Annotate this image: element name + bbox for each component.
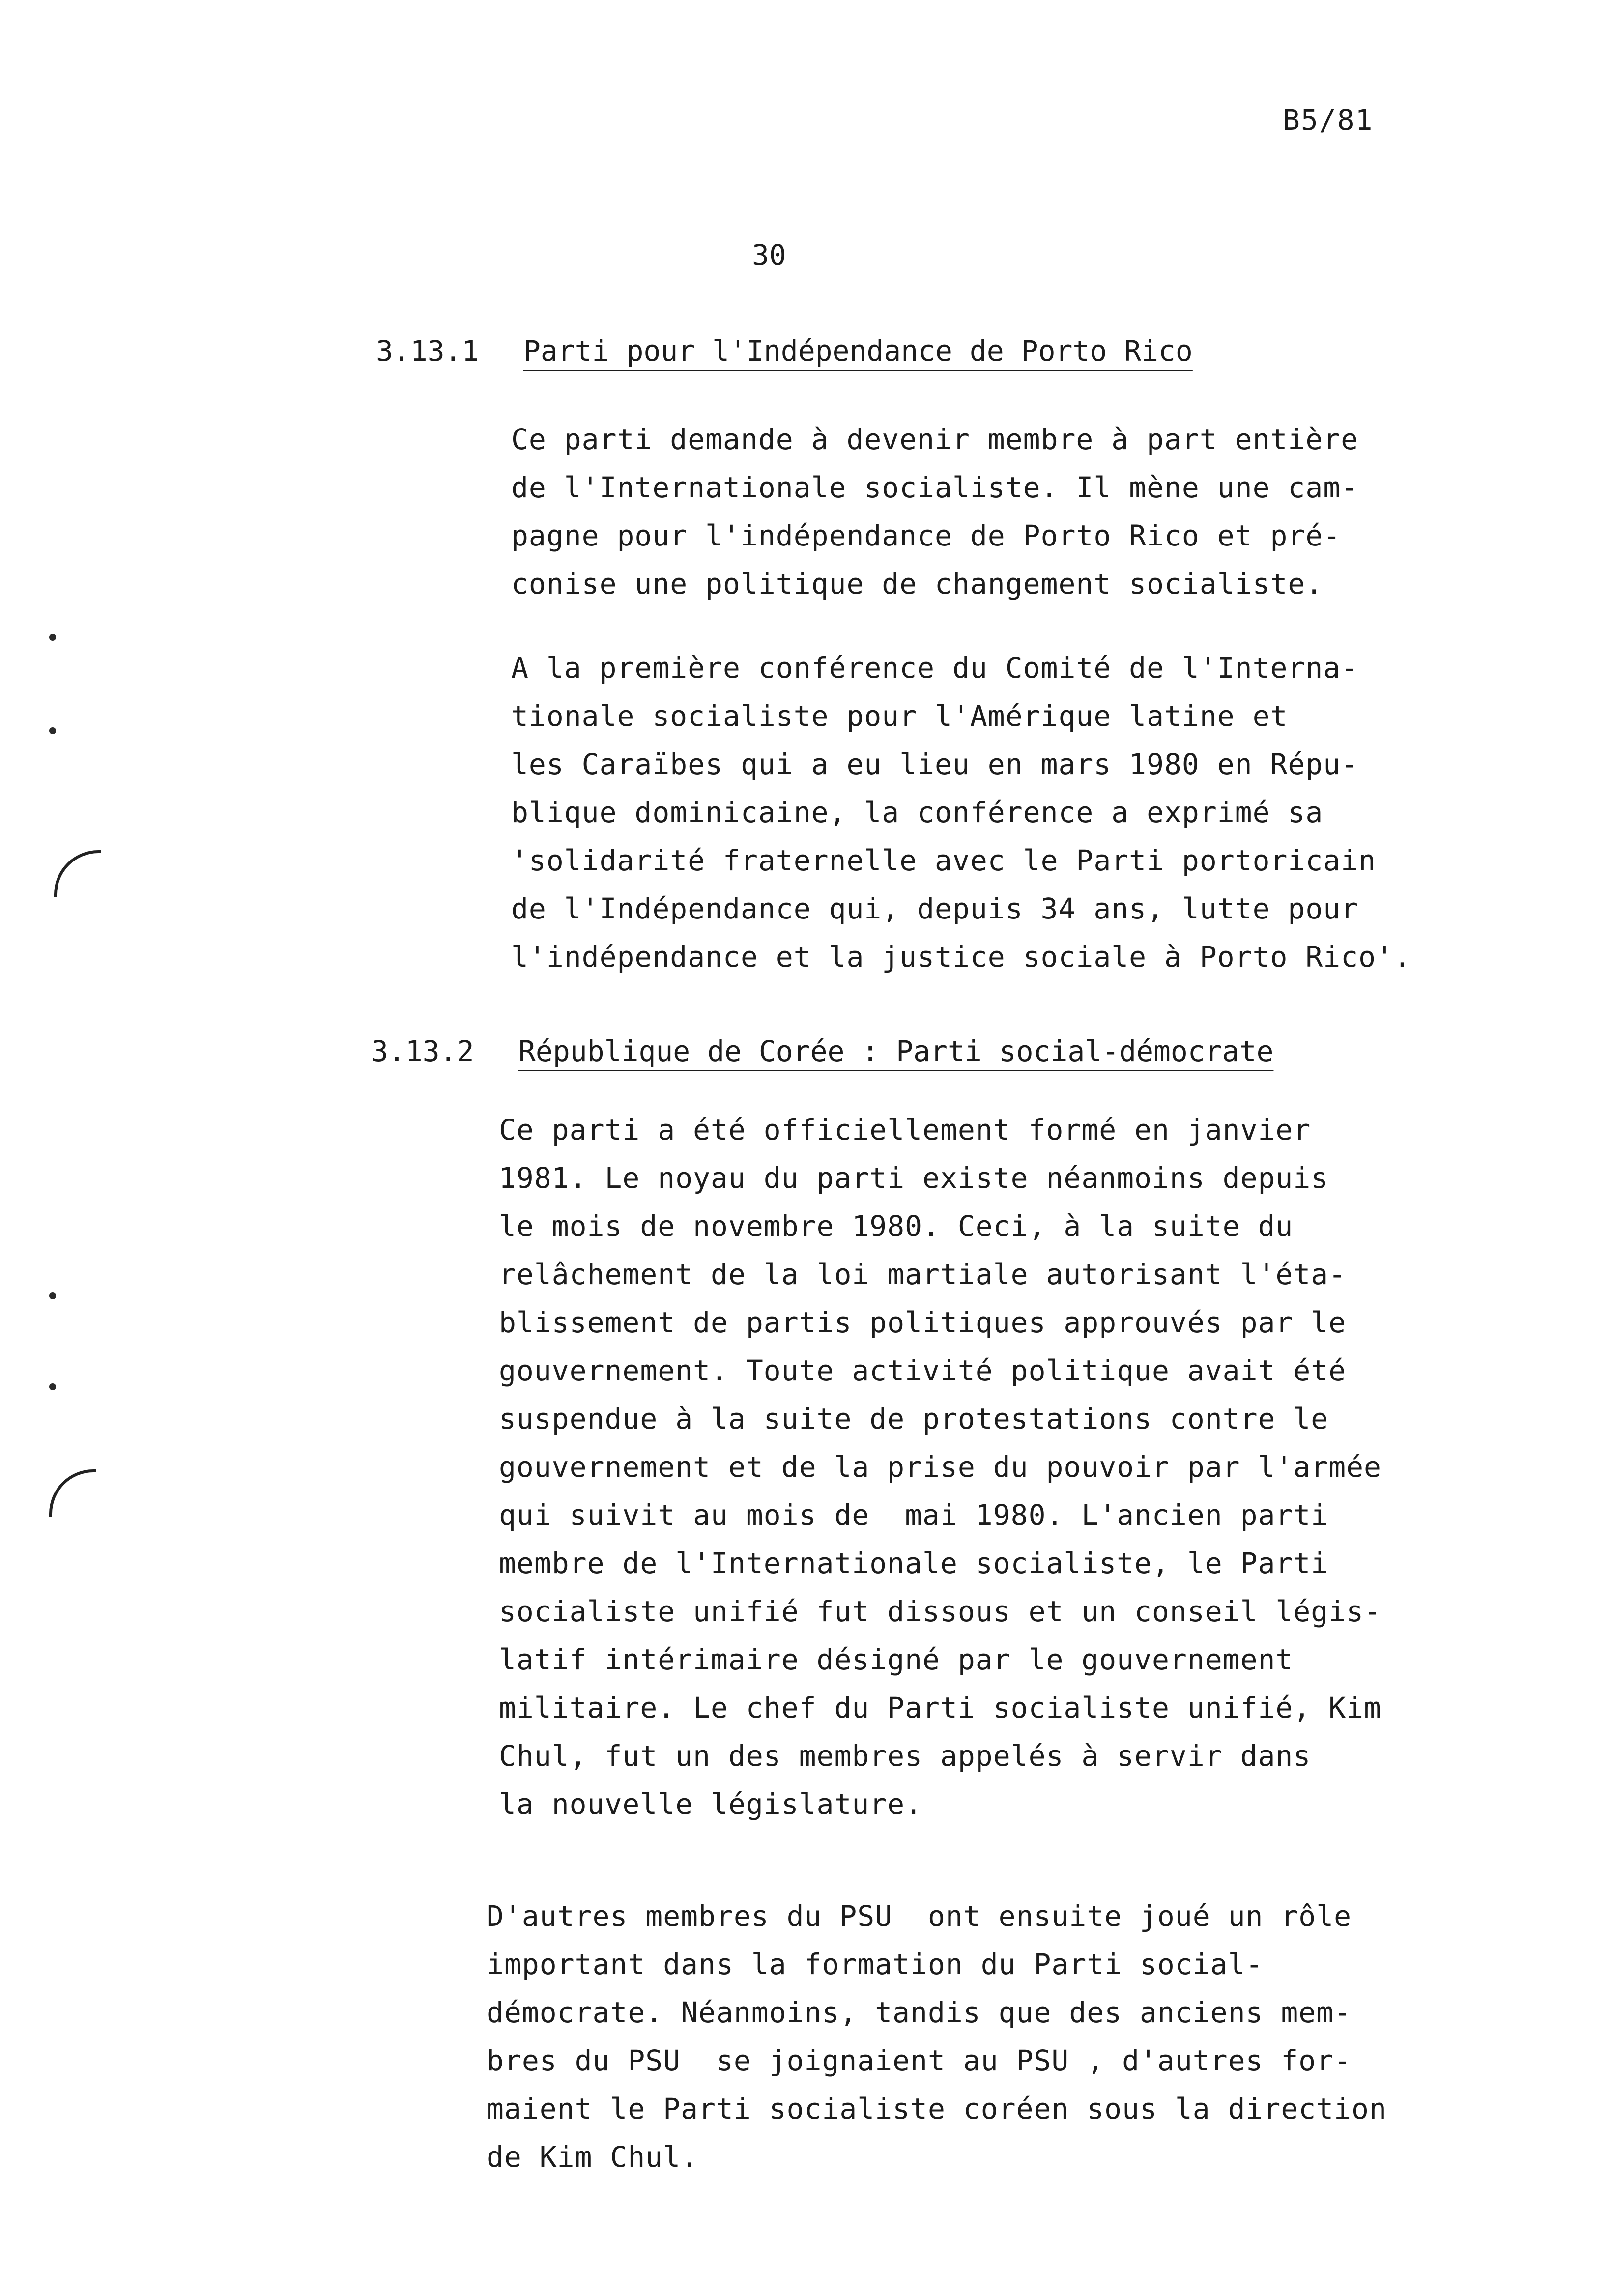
section-heading-3-13-1 (376, 334, 1193, 368)
section-number: 3.13.2 (371, 1034, 474, 1068)
paragraph: D'autres membres du PSU ont ensuite joué un rôle important dans la formation du Parti social- démocrate. Néanmoins, tandis que des anciens mem- bres du PSU se joignaient au PSU , d'autres for- maient le Parti socialiste coréen sous la direction de Kim Chul. (487, 1899, 1387, 2174)
paragraph: A la première conférence du Comité de l'Interna- tionale socialiste pour l'Amérique latine et les Caraïbes qui a eu lieu en mars 1980 en Répu- blique dominicaine, la conférence a exprimé sa 'solidarité fraternelle avec le Parti portoricain de l'Indépendance qui, depuis 34 ans, lutte pour l'indépendance et la justice sociale à Porto Rico'. (511, 651, 1411, 974)
section-heading-3-13-2 (371, 1034, 1273, 1068)
section-title: Parti pour l'Indépendance de Porto Rico (523, 334, 1193, 368)
margin-dot-mark (49, 727, 56, 734)
binder-curve-mark (49, 1469, 96, 1517)
margin-dot-mark (49, 634, 56, 641)
document-reference: B5/81 (1283, 103, 1374, 137)
page-number: 30 (752, 238, 786, 272)
paragraph: Ce parti a été officiellement formé en janvier 1981. Le noyau du parti existe néanmoins depuis le mois de novembre 1980. Ceci, à la suite du relâchement de la loi martiale autorisant l'éta- blissement de partis politiques approuvés par le gouvernement. Toute activité politique avait été suspendue à la suite de protestations contre le gouvernement et de la prise du pouvoir par l'armée qui suivit au mois de mai 1980. L'ancien parti membre de l'Internationale socialiste, le Parti socialiste unifié fut dissous et un conseil légis- latif intérimaire désigné par le gouvernement militaire. Le chef du Parti socialiste unifié, Kim Chul, fut un des membres appelés à servir dans la nouvelle législature. (499, 1113, 1382, 1821)
margin-dot-mark (49, 1292, 56, 1299)
margin-dot-mark (49, 1383, 56, 1390)
section-number: 3.13.1 (376, 334, 479, 368)
paragraph: Ce parti demande à devenir membre à part entière de l'Internationale socialiste. Il mène une cam- pagne pour l'indépendance de Porto Rico et pré- conise une politique de changement socialiste. (511, 423, 1359, 601)
binder-curve-mark (54, 850, 101, 897)
section-title: République de Corée : Parti social-démocrate (518, 1034, 1274, 1068)
